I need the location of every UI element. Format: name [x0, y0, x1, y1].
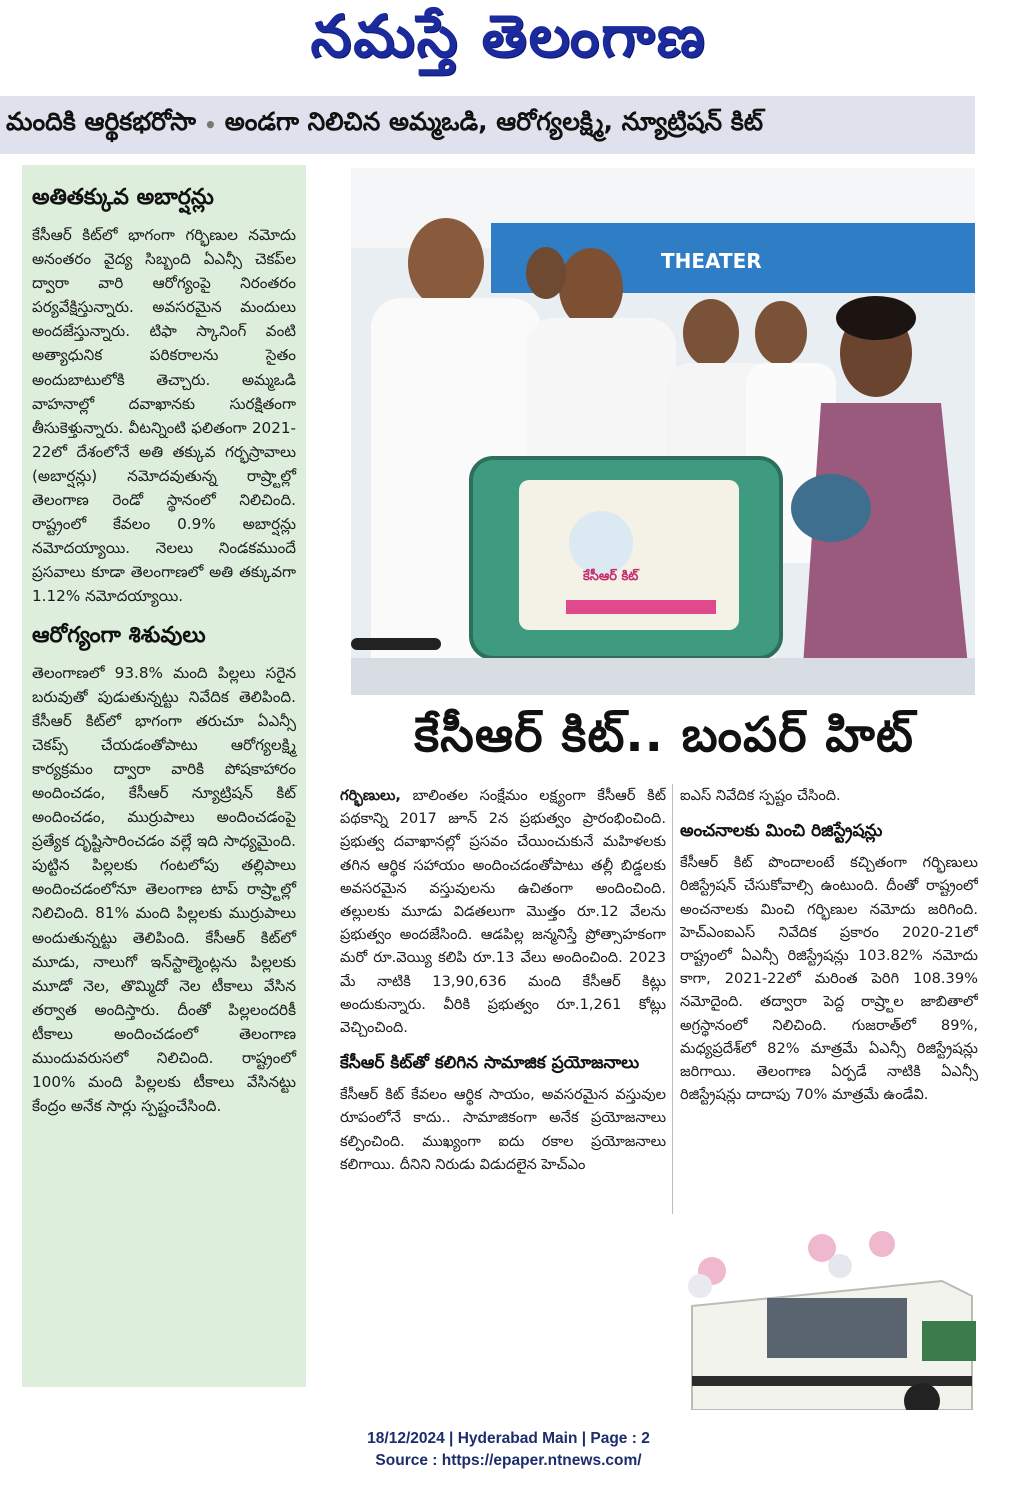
- article-para-1: [340, 784, 666, 1039]
- article-para-1-text: బాలింతల సంక్షేమం లక్ష్యంగా కేసీఆర్ కిట్ పథకాన్ని 2017 జూన్ 2న ప్రభుత్వం ప్రారంభించింది. ప్రభుత్వ దవాఖానల్లో ప్రసవం చేయించుకునే మహిళలకు తగిన ఆర్థిక సహాయం అందించడంతోపాటు తల్లీ బిడ్డలకు అవసరమైన వస్తువులను ఉచితంగా అందించింది. తల్లులకు మూడు విడతలుగా మొత్తం రూ.12 వేలను ప్రభుత్వం అందజేసింది. ఆడపిల్ల జన్మనిస్తే ప్రోత్సాహకంగా మరో రూ.వెయ్యి కలిపి రూ.13 వేలు అందించింది. 2023 మే నాటికి 13,90,636 మంది కేసీఆర్ కిట్లు అందుకున్నారు. వీరికి ప్రభుత్వం రూ.1,261 కోట్లు వెచ్చించింది.: [340, 787, 666, 1037]
- article-headline: కేసీఆర్ కిట్.. బంపర్ హిట్: [414, 707, 914, 763]
- main-photo: [351, 168, 975, 695]
- page-footer: [0, 1428, 1017, 1472]
- article-para-3: ఐఎస్ నివేదిక స్పష్టం చేసింది.: [680, 787, 841, 804]
- sidebar-section1-text: కేసీఆర్ కిట్‌లో భాగంగా గర్భిణుల నమోదు అనంతరం వైద్య సిబ్బంది ఏఎన్సీ చెకప్‌ల ద్వారా వారి ఆరోగ్యంపై నిరంతరం పర్యవేక్షిస్తున్నారు. అవసరమైన మందులు అందజేస్తున్నారు. టిఫా స్కానింగ్ వంటి అత్యాధునిక పరికరాలను సైతం అందుబాటులోకి తెచ్చారు. అమ్మఒడి వాహనాల్లో దవాఖానకు సురక్షితంగా తీసుకెళ్తున్నారు. వీటన్నింటి ఫలితంగా 2021-22లో దేశంలోనే అతి తక్కువ గర్భస్రావాలు (అబార్షన్లు) నమోదవుతున్న రాష్ర్టాల్లో తెలంగాణ రెండో స్థానంలో నిలిచింది. రాష్ట్రంలో కేవలం 0.9% అబార్షన్లు నమోదయ్యాయి. నెలలు నిండకముందే ప్రసవాలు కూడా తెలంగాణలో అతి తక్కువగా 1.12% నమోదయ్యాయి.: [32, 226, 296, 606]
- sidebar-section2-title: ఆరోగ్యంగా శిశువులు: [32, 622, 206, 648]
- sidebar: [22, 165, 306, 1387]
- photo-banner-text: THEATER: [661, 249, 762, 273]
- article-column-middle: [340, 784, 666, 1396]
- article-column-right: [680, 784, 978, 1224]
- footer-source: Source : https://epaper.ntnews.com/: [375, 1452, 642, 1469]
- photo-illustration: [351, 168, 975, 695]
- topbar-left: మందికి ఆర్థికభరోసా: [6, 107, 196, 136]
- footer-date-edition: 18/12/2024 | Hyderabad Main | Page : 2: [367, 1430, 650, 1447]
- sidebar-section1-title: అతితక్కువ అబార్షన్లు: [32, 185, 214, 210]
- topbar-right: అండగా నిలిచిన అమ్మఒడి, ఆరోగ్యలక్ష్మి, న్యూట్రిషన్ కిట్: [224, 107, 764, 136]
- topbar-separator: •: [203, 113, 217, 137]
- article-subhead-1: కేసీఆర్ కిట్‌తో కలిగిన సామాజిక ప్రయోజనాలు: [340, 1053, 640, 1074]
- topbar: [0, 96, 975, 154]
- masthead-title: నమస్తే తెలంగాణ: [310, 1, 707, 70]
- article-subhead-2: అంచనాలకు మించి రిజిస్ట్రేషన్లు: [680, 821, 883, 842]
- secondary-photo: [672, 1226, 976, 1410]
- column-divider: [672, 784, 673, 1214]
- article-para-4: కేసీఆర్ కిట్ పొందాలంటే కచ్చితంగా గర్భిణులు రిజిస్ట్రేషన్ చేసుకోవాల్సి ఉంటుంది. దీంతో రాష్ట్రంలో అంచనాలకు మించి గర్భిణుల నమోదు జరిగింది. హెచ్‌ఎంఐఎస్ నివేదిక ప్రకారం 2020-21లో రాష్ట్రంలో ఏఎన్సీ రిజిస్ట్రేషన్లు 103.82% నమోదు కాగా, 2021-22లో మరింత పెరిగి 108.39% నమోదైంది. తద్వారా పెద్ద రాష్ర్టాల జాబితాలో అగ్రస్థానంలో నిలిచింది. గుజరాత్‌లో 89%, మధ్యప్రదేశ్‌లో 82% మాత్రమే ఏఎన్సీ రిజిస్ట్రేషన్లు జరిగాయి. తెలంగాణ ఏర్పడే నాటికి ఏఎన్సీ రిజిస్ట్రేషన్లు దాదాపు 70% మాత్రమే ఉండేవి.: [680, 854, 978, 1104]
- vehicle-illustration: [672, 1226, 976, 1410]
- sidebar-section2-text: తెలంగాణలో 93.8% మంది పిల్లలు సరైన బరువుతో పుడుతున్నట్టు నివేదిక తెలిపింది. కేసీఆర్ కిట్‌లో భాగంగా తరుచూ ఏఎన్సీ చెకప్స్ చేయడంతోపాటు ఆరోగ్యలక్ష్మి కార్యక్రమం ద్వారా వారికి పోషకాహారం అందించడం, కేసీఆర్ న్యూట్రిషన్ కిట్ అందించడం, ముర్రుపాలు అందించడంపై ప్రత్యేక దృష్టిసారించడం వల్లే ఇది సాధ్యమైంది. పుట్టిన పిల్లలకు గంటలోపు తల్లిపాలు అందించడంలోనూ తెలంగాణ టాప్ రాష్ర్టాల్లో నిలిచింది. 81% మంది పిల్లలకు ముర్రుపాలు అందుతున్నట్టు తెలిపింది. కేసీఆర్ కిట్‌లో మూడు, నాలుగో ఇన్‌స్టాల్మెంట్లను పిల్లలకు మూడో నెల, తొమ్మిదో నెల టీకాలు వేసిన తర్వాత అందిస్తారు. దీంతో పిల్లలందరికీ టీకాలు అందించడంలో తెలంగాణ ముందువరుసలో నిలిచింది. రాష్ట్రంలో 100% మంది పిల్లలకు టీకాలు వేసినట్టు కేంద్రం అనేక సార్లు స్పష్టంచేసింది.: [32, 663, 296, 1116]
- photo-kit-label: కేసీఆర్ కిట్: [583, 569, 639, 584]
- article-para-2: కేసీఆర్ కిట్ కేవలం ఆర్థిక సాయం, అవసరమైన వస్తువుల రూపంలోనే కాదు.. సామాజికంగా అనేక ప్రయోజనాలు కల్పించింది. ముఖ్యంగా ఐదు రకాల ప్రయోజనాలు కలిగాయి. దీనిని నిరుడు విడుదలైన హెచ్‌ఎం: [340, 1086, 666, 1173]
- article-lead-word: గర్భిణులు,: [340, 787, 401, 804]
